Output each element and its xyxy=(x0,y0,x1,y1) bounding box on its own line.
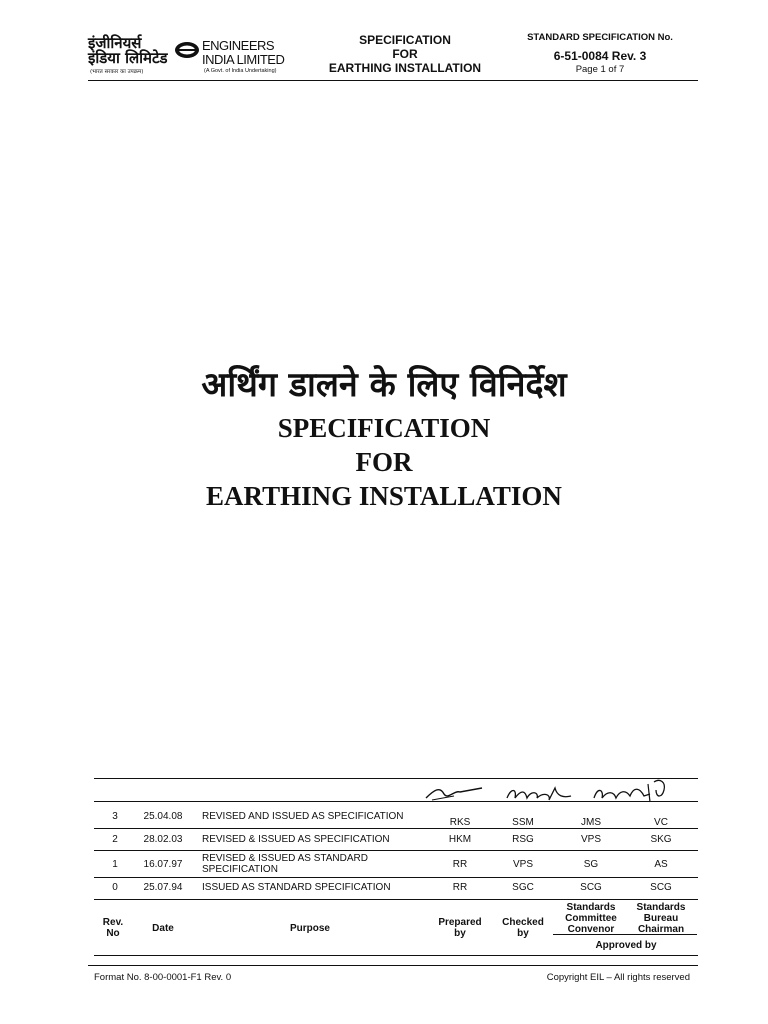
page-info: Page 1 of 7 xyxy=(575,64,625,75)
table-rule xyxy=(94,899,698,900)
logo-hindi-tagline: (भारत सरकार का उपक्रम) xyxy=(90,69,144,75)
logo-en-line2: INDIA LIMITED xyxy=(202,52,285,67)
format-number: Format No. 8-00-0001-F1 Rev. 0 xyxy=(94,972,232,983)
col-header-checked-by: Checked by xyxy=(502,917,544,939)
rev-checked: SGC xyxy=(512,882,534,893)
spec-number: 6-51-0084 Rev. 3 xyxy=(553,49,647,63)
title-line2: FOR xyxy=(355,447,413,477)
col-header-rev-no: Rev. No xyxy=(102,917,124,939)
rev-prepared: RKS xyxy=(449,817,471,828)
title-line1: SPECIFICATION xyxy=(277,413,491,443)
rev-no: 3 xyxy=(112,811,118,822)
rev-prepared: RR xyxy=(452,882,468,893)
col-header-prepared-by: Prepared by xyxy=(438,917,482,939)
spec-label: STANDARD SPECIFICATION No. xyxy=(527,32,673,43)
rev-purpose: REVISED & ISSUED AS SPECIFICATION xyxy=(202,834,390,845)
approved-by-label: Approved by xyxy=(595,940,657,951)
logo-en-line1: ENGINEERS xyxy=(202,38,275,53)
rev-checked: VPS xyxy=(512,859,533,870)
rev-chairman: SKG xyxy=(650,834,672,845)
rev-chairman: SCG xyxy=(650,882,672,893)
rev-purpose: REVISED & ISSUED AS STANDARD SPECIFICATION xyxy=(202,853,368,875)
rev-convenor: SCG xyxy=(580,882,602,893)
logo-hindi-line2: इंडिया लिमिटेड xyxy=(88,49,168,67)
rev-convenor: VPS xyxy=(580,834,601,845)
rev-date: 25.07.94 xyxy=(143,882,183,893)
logo-hindi-line1: इंजीनियर्स xyxy=(88,34,142,52)
table-bottom-rule xyxy=(94,955,698,956)
header-title-line2: FOR xyxy=(392,47,418,61)
signature-checked xyxy=(505,784,573,804)
logo-en-tagline: (A Govt. of India Undertaking) xyxy=(204,68,277,74)
header-rule xyxy=(88,80,698,81)
footer-rule xyxy=(88,965,698,966)
title-line3: EARTHING INSTALLATION xyxy=(206,481,562,511)
col-header-chairman: Standards Bureau Chairman xyxy=(636,902,686,935)
rev-date: 25.04.08 xyxy=(143,811,183,822)
rev-convenor: SG xyxy=(583,859,599,870)
approved-rule xyxy=(553,934,697,935)
col-header-convenor: Standards Committee Convenor xyxy=(565,902,617,935)
rev-chairman: AS xyxy=(654,859,668,870)
rev-no: 2 xyxy=(112,834,118,845)
rev-chairman: VC xyxy=(654,817,668,828)
eil-emblem-icon xyxy=(174,40,200,60)
rev-purpose: ISSUED AS STANDARD SPECIFICATION xyxy=(202,882,391,893)
table-rule xyxy=(94,850,698,851)
rev-purpose: REVISED AND ISSUED AS SPECIFICATION xyxy=(202,811,404,822)
rev-no: 0 xyxy=(112,882,118,893)
signature-approved xyxy=(590,776,670,806)
rev-prepared: RR xyxy=(452,859,468,870)
header-title-line1: SPECIFICATION xyxy=(359,33,451,47)
table-rule xyxy=(94,877,698,878)
copyright: Copyright EIL – All rights reserved xyxy=(546,972,690,983)
rev-convenor: JMS xyxy=(581,817,601,828)
company-logo xyxy=(88,36,293,76)
col-header-date: Date xyxy=(152,923,174,934)
rev-prepared: HKM xyxy=(448,834,472,845)
signature-prepared xyxy=(424,782,484,804)
header-spec-block xyxy=(500,32,700,76)
title-hindi: अर्थिंग डालने के लिए विनिर्देश xyxy=(201,365,567,405)
rev-no: 1 xyxy=(112,859,118,870)
col-header-purpose: Purpose xyxy=(289,923,330,934)
rev-date: 28.02.03 xyxy=(143,834,183,845)
header-title-line3: EARTHING INSTALLATION xyxy=(328,61,482,75)
rev-date: 16.07.97 xyxy=(143,859,183,870)
header-doc-title xyxy=(310,33,500,75)
rev-checked: SSM xyxy=(512,817,534,828)
rev-checked: RSG xyxy=(512,834,534,845)
table-rule xyxy=(94,828,698,829)
